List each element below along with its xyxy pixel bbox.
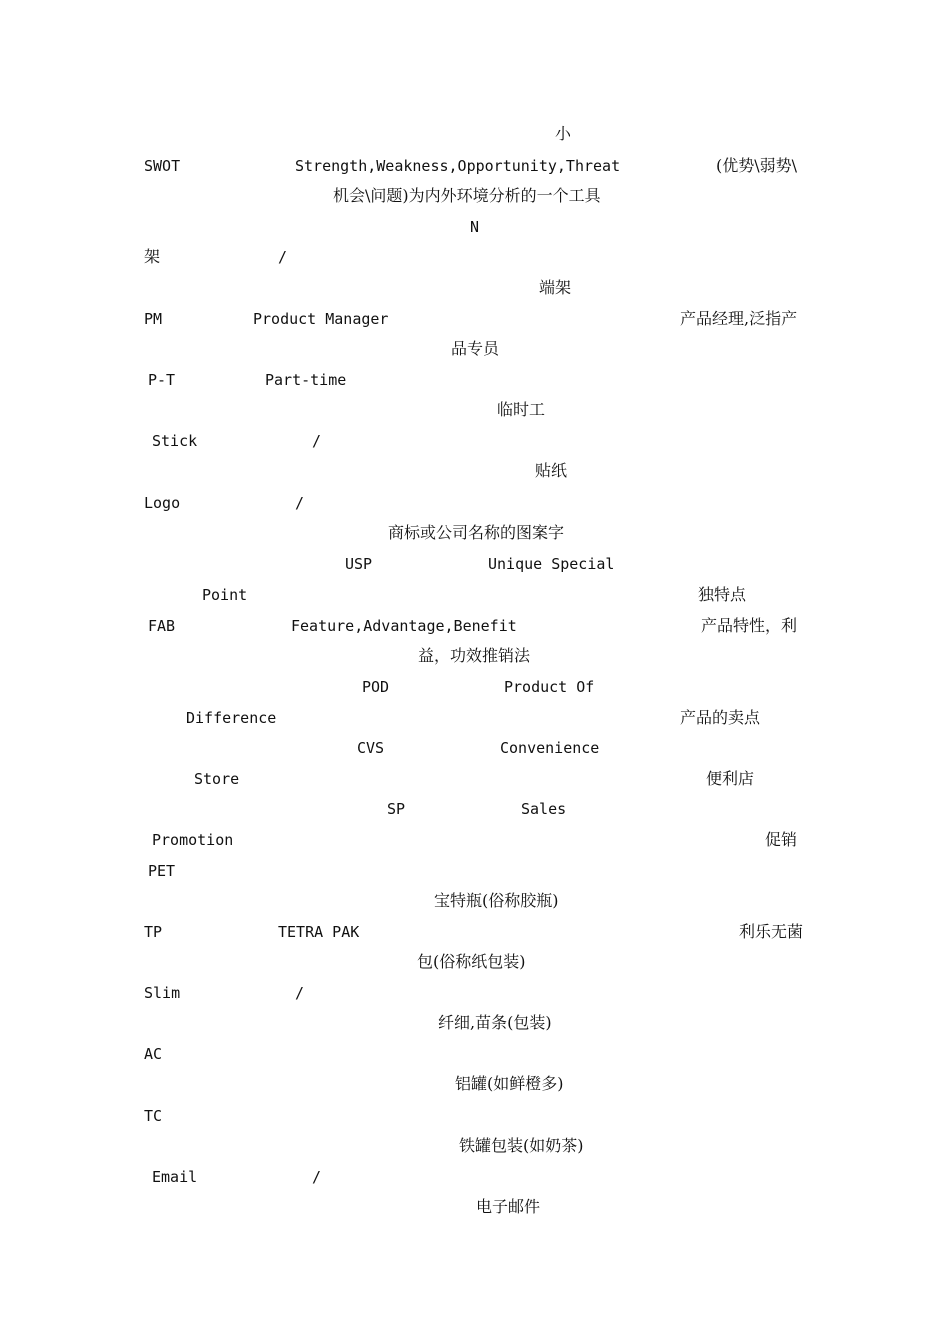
sp-abbr: SP <box>387 800 406 818</box>
fab-full: Feature,Advantage,Benefit <box>291 617 517 635</box>
pt-full: Part-time <box>265 371 347 389</box>
tp-cn-2: 包(俗称纸包装) <box>417 952 526 971</box>
pm-full: Product Manager <box>253 310 389 328</box>
logo-slash: / <box>295 494 305 512</box>
n-cn-2: 端架 <box>539 278 572 297</box>
stick-slash: / <box>312 432 322 450</box>
slim-cn: 纤细,苗条(包装) <box>438 1013 552 1032</box>
pet-abbr: PET <box>148 862 176 880</box>
swot-cn-2: 机会\问题)为内外环境分析的一个工具 <box>333 186 601 205</box>
pm-cn-2: 品专员 <box>451 339 500 358</box>
swot-cn-1: (优势\弱势\ <box>716 156 798 175</box>
tp-full: TETRA PAK <box>278 923 360 941</box>
swot-suffix: 小 <box>555 124 572 143</box>
pod-abbr: POD <box>362 678 390 696</box>
tp-cn-1: 利乐无菌 <box>739 922 804 941</box>
sp-full-2: Promotion <box>152 831 234 849</box>
n-abbr: N <box>470 218 480 236</box>
sp-full-1: Sales <box>521 800 567 818</box>
usp-abbr: USP <box>345 555 373 573</box>
slim-slash: / <box>295 984 305 1002</box>
ac-abbr: AC <box>144 1045 163 1063</box>
tp-abbr: TP <box>144 923 163 941</box>
tc-abbr: TC <box>144 1107 163 1125</box>
swot-abbr: SWOT <box>144 157 181 175</box>
fab-abbr: FAB <box>148 617 176 635</box>
pt-abbr: P-T <box>148 371 176 389</box>
logo-abbr: Logo <box>144 494 181 512</box>
cvs-abbr: CVS <box>357 739 385 757</box>
email-cn: 电子邮件 <box>476 1197 541 1216</box>
n-cn-1: 架 <box>144 247 161 266</box>
usp-cn: 独特点 <box>698 585 747 604</box>
tc-cn: 铁罐包装(如奶茶) <box>459 1136 584 1155</box>
email-slash: / <box>312 1168 322 1186</box>
logo-cn: 商标或公司名称的图案字 <box>388 523 565 542</box>
ac-cn: 铝罐(如鲜橙多) <box>455 1074 564 1093</box>
pm-cn-1: 产品经理,泛指产 <box>680 309 798 328</box>
slim-abbr: Slim <box>144 984 181 1002</box>
pet-cn: 宝特瓶(俗称胶瓶) <box>434 891 559 910</box>
fab-cn-1: 产品特性，利 <box>701 616 798 635</box>
pt-cn: 临时工 <box>497 400 546 419</box>
n-slash: / <box>278 248 288 266</box>
usp-full-1: Unique Special <box>488 555 615 573</box>
cvs-full-2: Store <box>194 770 240 788</box>
pod-full-2: Difference <box>186 709 277 727</box>
sp-cn: 促销 <box>765 830 798 849</box>
email-abbr: Email <box>152 1168 198 1186</box>
usp-full-2: Point <box>202 586 248 604</box>
pod-cn: 产品的卖点 <box>680 708 761 727</box>
stick-cn: 贴纸 <box>535 461 568 480</box>
cvs-full-1: Convenience <box>500 739 600 757</box>
cvs-cn: 便利店 <box>706 769 755 788</box>
swot-full: Strength,Weakness,Opportunity,Threat <box>295 157 621 175</box>
pm-abbr: PM <box>144 310 163 328</box>
pod-full-1: Product Of <box>504 678 595 696</box>
fab-cn-2: 益，功效推销法 <box>418 646 531 665</box>
stick-abbr: Stick <box>152 432 198 450</box>
